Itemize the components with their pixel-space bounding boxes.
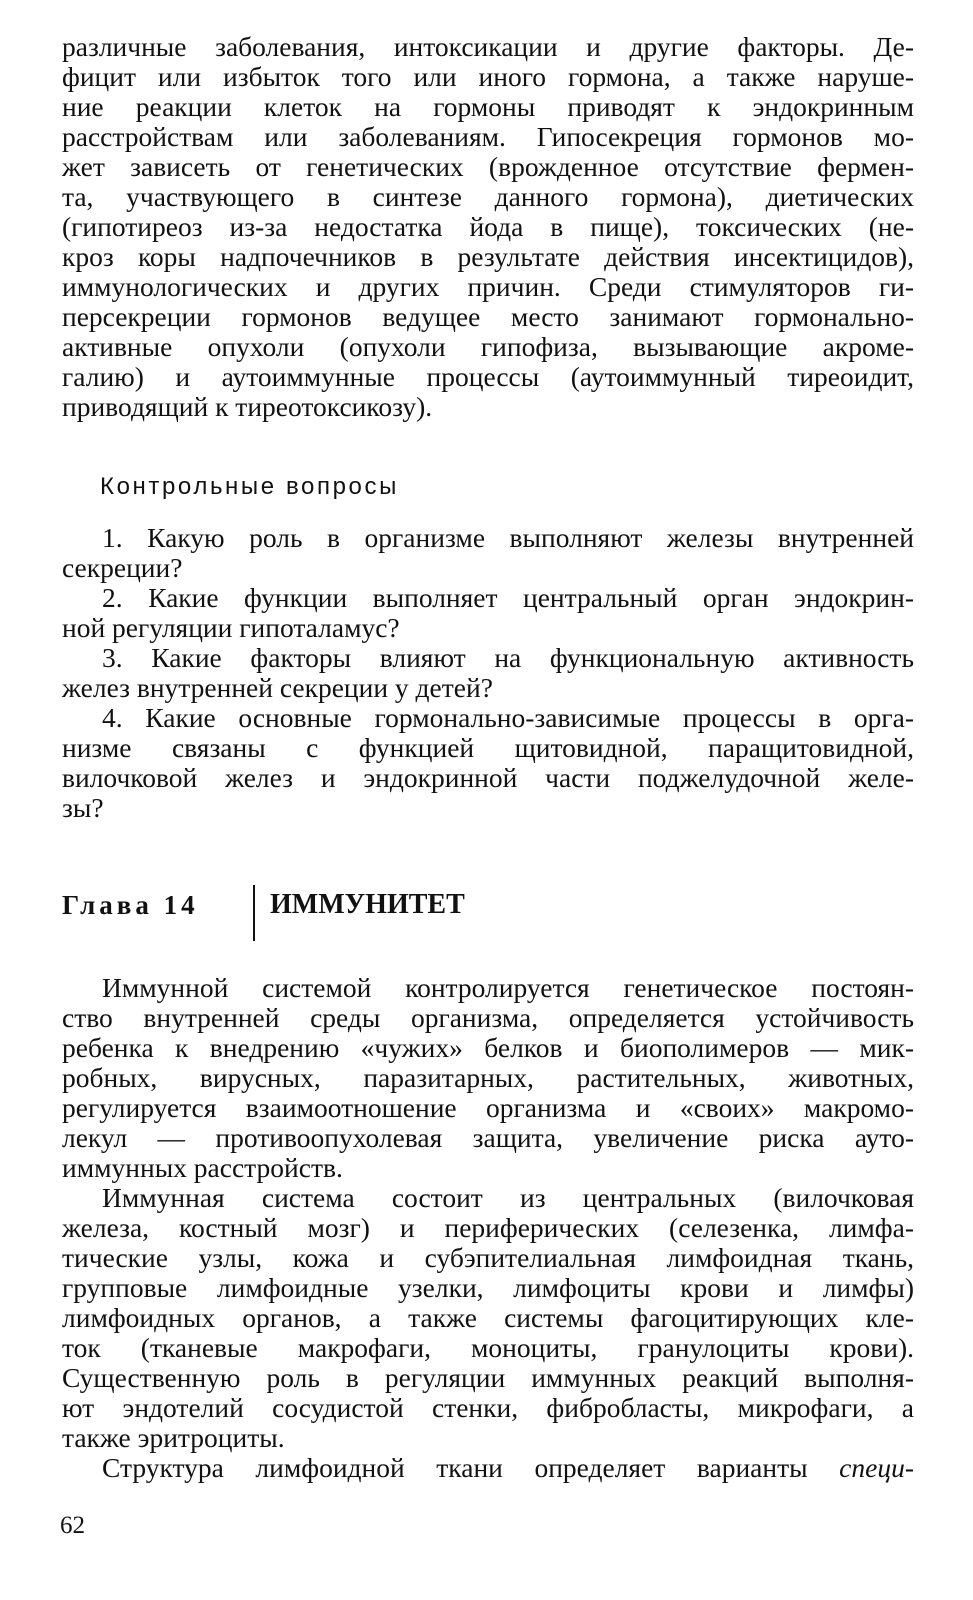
text-line: ют эндотелий сосудистой стенки, фибробласты, микрофаги, а — [62, 1392, 914, 1423]
text-line: активные опухоли (опухоли гипофиза, вызывающие акроме- — [62, 331, 914, 362]
text-line: лимфоидных органов, а также системы фагоцитирующих кле- — [62, 1302, 914, 1333]
text-line: персекреции гормонов ведущее место занимают гормонально- — [62, 301, 914, 332]
text-line: различные заболевания, интоксикации и другие факторы. Де- — [62, 31, 914, 62]
text-line: кроз коры надпочечников в результате действия инсектицидов), — [62, 241, 914, 272]
text-line: (гипотиреоз из-за недостатка йода в пище), токсических (не- — [62, 211, 914, 242]
chapter-paragraph-3 — [62, 1453, 914, 1483]
question-line: 2. Какие функции выполняет центральный орган эндокрин- — [102, 582, 914, 613]
text-line: Иммунной системой контролируется генетическое постоян- — [102, 972, 914, 1003]
text-line: расстройствам или заболеваниям. Гипосекреция гормонов мо- — [62, 121, 914, 152]
question-line: желез внутренней секреции у детей? — [62, 672, 493, 703]
text-line: иммунологических и других причин. Среди стимуляторов ги- — [62, 271, 914, 302]
chapter-divider — [253, 885, 255, 941]
text-line: ребенка к внедрению «чужих» белков и биополимеров — мик- — [62, 1032, 914, 1063]
text-line: робных, вирусных, паразитарных, растительных, животных, — [62, 1062, 914, 1093]
text-line: Существенную роль в регуляции иммунных реакций выполня- — [62, 1362, 914, 1393]
text-line: иммунных расстройств. — [62, 1152, 343, 1183]
text-line: та, участвующего в синтезе данного гормона), диетических — [62, 181, 914, 212]
text-line: галию) и аутоиммунные процессы (аутоиммунный тиреоидит, — [62, 361, 914, 392]
text-line: ство внутренней среды организма, определяется устойчивость — [62, 1002, 914, 1033]
text-line: тические узлы, кожа и субэпителиальная лимфоидная ткань, — [62, 1242, 914, 1273]
text-line: фицит или избыток того или иного гормона, а также наруше- — [62, 61, 914, 92]
text-line: Иммунная система состоит из центральных (вилочковая — [102, 1182, 914, 1213]
chapter-label: Глава 14 — [62, 890, 199, 920]
text-line: приводящий к тиреотоксикозу). — [62, 391, 433, 422]
text-line: железа, костный мозг) и периферических (селезенка, лимфа- — [62, 1212, 914, 1243]
page-number: 62 — [60, 1512, 85, 1539]
intro-paragraph — [62, 32, 914, 422]
question-line: секреции? — [62, 552, 183, 583]
section-title: Контрольные вопросы — [100, 473, 399, 500]
text-line: ток (тканевые макрофаги, моноциты, гранулоциты крови). — [62, 1332, 914, 1363]
text-line: регулируется взаимоотношение организма и «своих» макромо- — [62, 1092, 914, 1123]
text-line: жет зависеть от генетических (врожденное отсутствие фермен- — [62, 151, 914, 182]
text-line: ние реакции клеток на гормоны приводят к эндокринным — [62, 91, 914, 122]
question-line: 3. Какие факторы влияют на функциональную активность — [102, 642, 914, 673]
italic-word: специ- — [839, 1452, 914, 1483]
question-line: зы? — [62, 792, 104, 823]
line-text: Структура лимфоидной ткани определяет варианты — [102, 1452, 808, 1483]
review-questions — [62, 523, 914, 823]
text-line: лекул — противоопухолевая защита, увеличение риска ауто- — [62, 1122, 914, 1153]
chapter-paragraph-2 — [62, 1183, 914, 1453]
text-line — [62, 1453, 914, 1483]
chapter-paragraph-1 — [62, 973, 914, 1183]
text-line: групповые лимфоидные узелки, лимфоциты крови и лимфы) — [62, 1272, 914, 1303]
chapter-title: ИММУНИТЕТ — [270, 889, 465, 920]
question-line: 1. Какую роль в организме выполняют железы внутренней — [102, 522, 914, 553]
question-line: вилочковой желез и эндокринной части поджелудочной желе- — [62, 762, 914, 793]
text-line: также эритроциты. — [62, 1422, 285, 1453]
question-line: ной регуляции гипоталамус? — [62, 612, 400, 643]
question-line: 4. Какие основные гормонально-зависимые процессы в орга- — [102, 702, 914, 733]
question-line: низме связаны с функцией щитовидной, паращитовидной, — [62, 732, 914, 763]
